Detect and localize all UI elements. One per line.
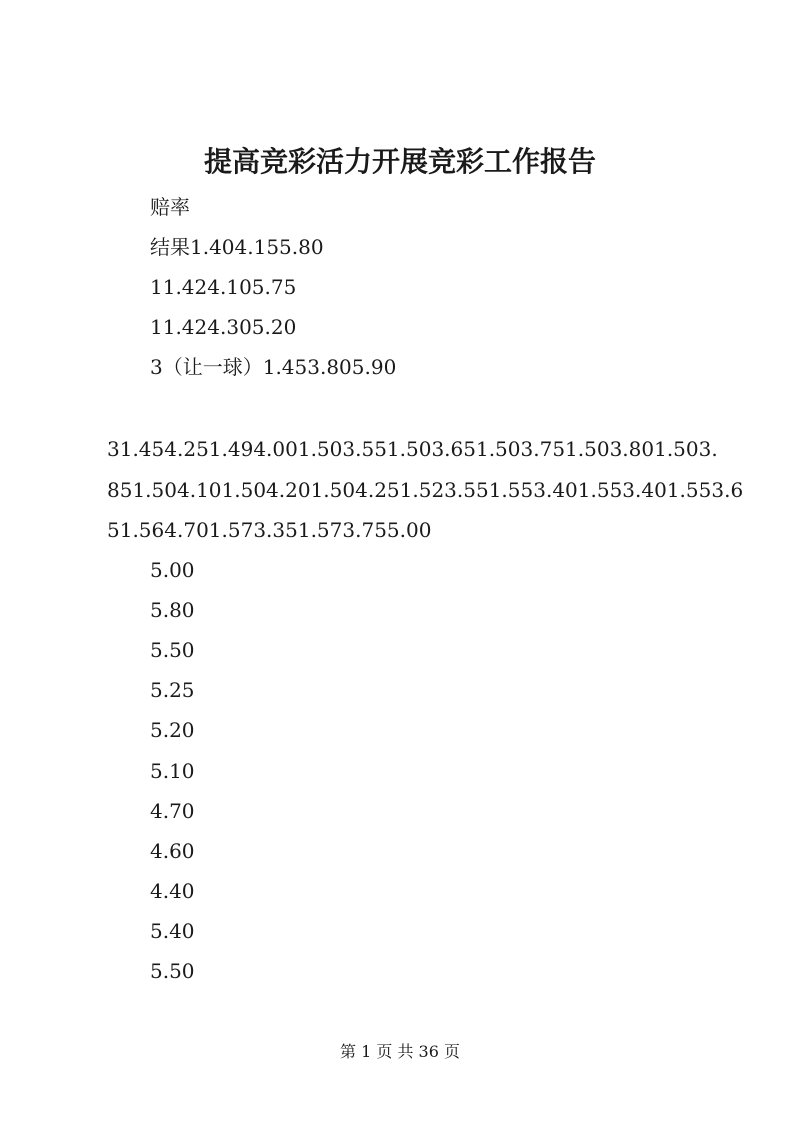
value-line: 4.70 <box>150 799 195 823</box>
odds-label: 赔率 <box>150 195 190 219</box>
handicap-line: 3（让一球）1.453.805.90 <box>150 355 397 379</box>
result-line: 结果1.404.155.80 <box>150 235 324 259</box>
value-line: 4.60 <box>150 839 195 863</box>
page-title: 提高竞彩活力开展竞彩工作报告 <box>203 145 596 178</box>
value-line: 5.50 <box>150 959 195 983</box>
value-line: 5.50 <box>150 638 195 662</box>
value-line: 5.20 <box>150 718 195 742</box>
value-line: 4.40 <box>150 879 195 903</box>
paragraph-line: 851.504.101.504.201.504.251.523.551.553.401.553.401.553.6 <box>107 478 744 502</box>
value-line: 5.25 <box>150 678 195 702</box>
value-line: 5.80 <box>150 598 195 622</box>
value-line: 5.40 <box>150 919 195 943</box>
text-line: 11.424.105.75 <box>150 275 297 299</box>
text-line: 11.424.305.20 <box>150 315 297 339</box>
paragraph-line: 31.454.251.494.001.503.551.503.651.503.751.503.801.503. <box>107 437 718 461</box>
paragraph-line: 51.564.701.573.351.573.755.00 <box>107 518 432 542</box>
value-line: 5.00 <box>150 558 195 582</box>
page-footer: 第 1 页 共 36 页 <box>340 1042 460 1061</box>
value-line: 5.10 <box>150 759 195 783</box>
